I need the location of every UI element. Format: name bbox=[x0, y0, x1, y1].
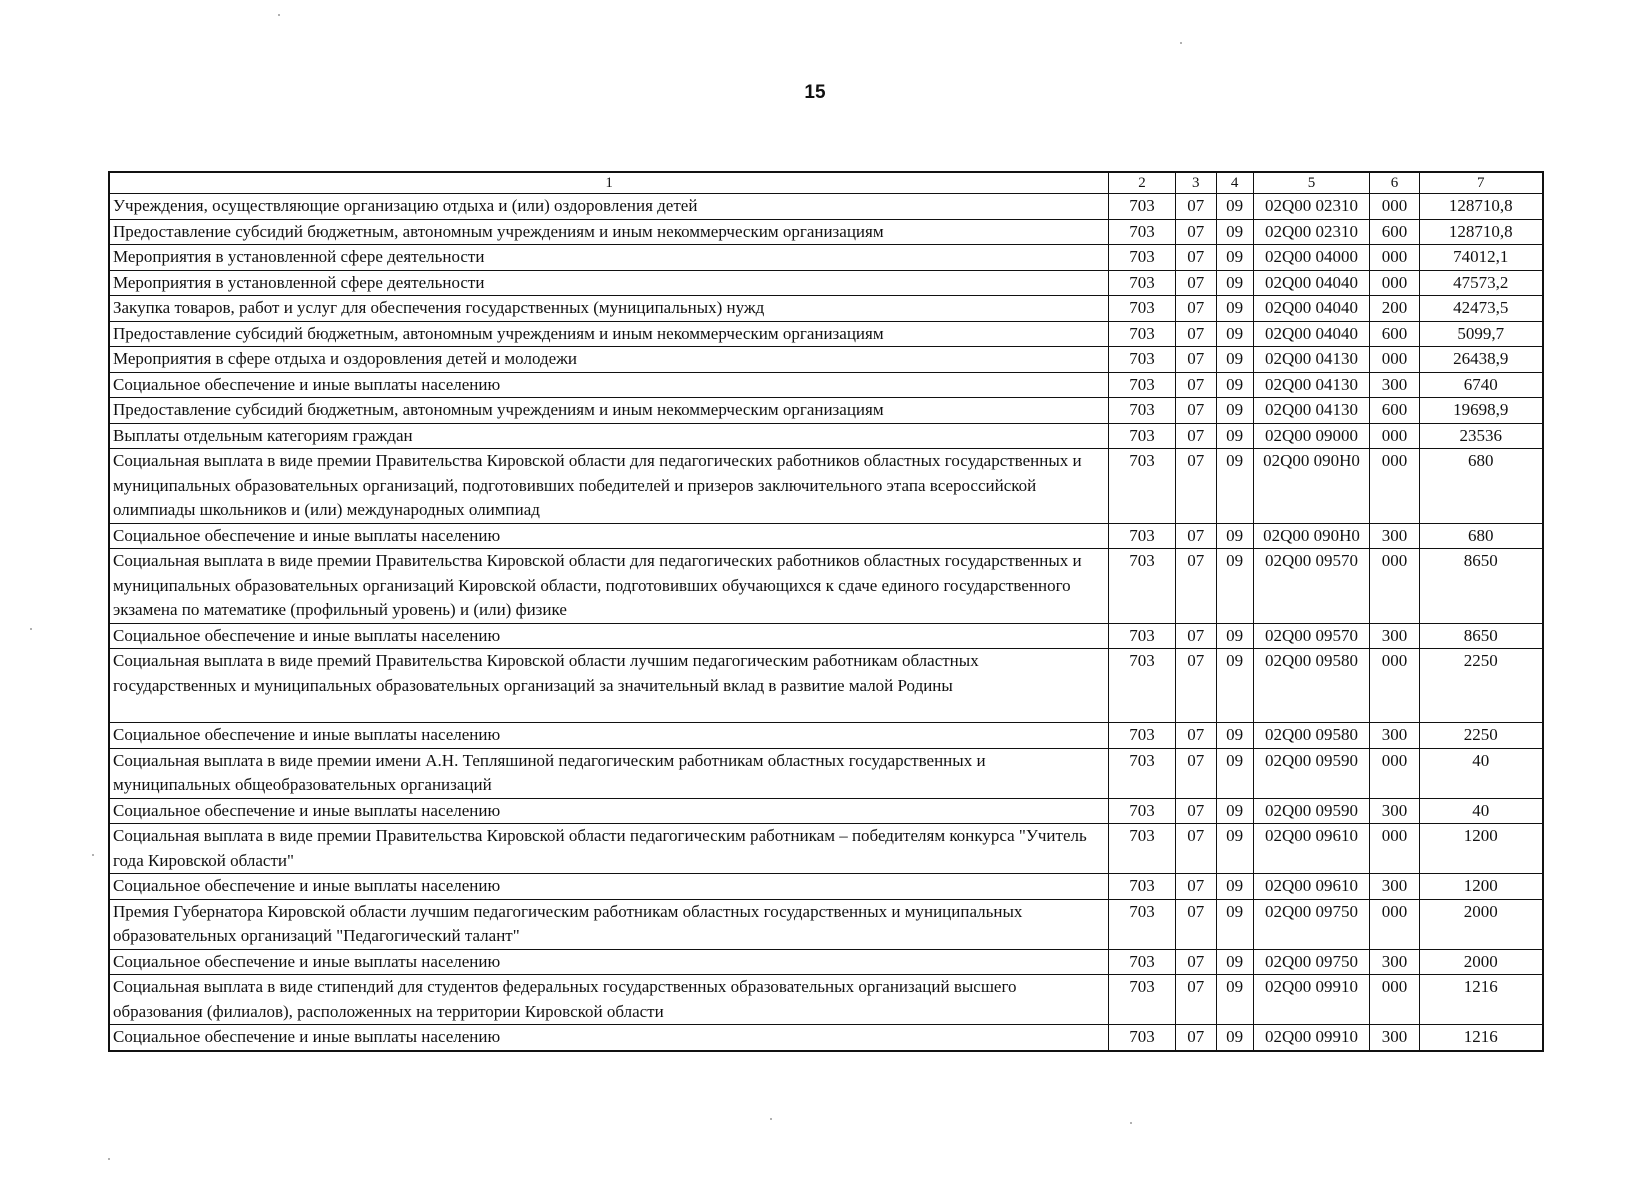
row-code-cell: 703 bbox=[1109, 398, 1176, 424]
column-header-2: 2 bbox=[1109, 172, 1176, 194]
scan-speck bbox=[30, 628, 32, 630]
row-expense-type-cell: 300 bbox=[1370, 798, 1419, 824]
row-expense-type-cell: 000 bbox=[1370, 194, 1419, 220]
scan-speck bbox=[108, 1158, 110, 1160]
row-expense-type-cell: 000 bbox=[1370, 975, 1419, 1025]
table-row bbox=[109, 1025, 1543, 1051]
row-subsection-cell: 09 bbox=[1216, 748, 1253, 798]
row-code-cell: 703 bbox=[1109, 523, 1176, 549]
row-code-cell: 703 bbox=[1109, 649, 1176, 723]
row-name-cell: Социальная выплата в виде премии имени А.Н. Тепляшиной педагогическим работникам областных государственных и муниципальных общеобразовательных организаций bbox=[109, 748, 1109, 798]
scan-speck bbox=[1130, 1122, 1132, 1124]
row-amount-cell: 74012,1 bbox=[1419, 245, 1543, 271]
row-section-cell: 07 bbox=[1175, 219, 1216, 245]
row-target-article-cell: 02Q00 04040 bbox=[1253, 321, 1370, 347]
row-amount-cell: 40 bbox=[1419, 748, 1543, 798]
row-target-article-cell: 02Q00 09000 bbox=[1253, 423, 1370, 449]
row-target-article-cell: 02Q00 090Н0 bbox=[1253, 449, 1370, 524]
table-row bbox=[109, 874, 1543, 900]
row-expense-type-cell: 600 bbox=[1370, 398, 1419, 424]
row-expense-type-cell: 600 bbox=[1370, 219, 1419, 245]
page-number: 15 bbox=[804, 82, 826, 103]
row-code-cell: 703 bbox=[1109, 798, 1176, 824]
row-section-cell: 07 bbox=[1175, 723, 1216, 749]
row-amount-cell: 6740 bbox=[1419, 372, 1543, 398]
row-section-cell: 07 bbox=[1175, 347, 1216, 373]
row-section-cell: 07 bbox=[1175, 321, 1216, 347]
row-target-article-cell: 02Q00 04040 bbox=[1253, 270, 1370, 296]
row-code-cell: 703 bbox=[1109, 723, 1176, 749]
row-section-cell: 07 bbox=[1175, 975, 1216, 1025]
row-expense-type-cell: 000 bbox=[1370, 270, 1419, 296]
row-section-cell: 07 bbox=[1175, 899, 1216, 949]
row-expense-type-cell: 300 bbox=[1370, 723, 1419, 749]
row-amount-cell: 47573,2 bbox=[1419, 270, 1543, 296]
row-section-cell: 07 bbox=[1175, 194, 1216, 220]
row-amount-cell: 680 bbox=[1419, 449, 1543, 524]
row-expense-type-cell: 300 bbox=[1370, 523, 1419, 549]
row-section-cell: 07 bbox=[1175, 1025, 1216, 1051]
row-target-article-cell: 02Q00 09590 bbox=[1253, 798, 1370, 824]
row-section-cell: 07 bbox=[1175, 623, 1216, 649]
row-amount-cell: 128710,8 bbox=[1419, 194, 1543, 220]
row-name-cell: Социальное обеспечение и иные выплаты населению bbox=[109, 523, 1109, 549]
table-row bbox=[109, 372, 1543, 398]
row-subsection-cell: 09 bbox=[1216, 1025, 1253, 1051]
table-row bbox=[109, 549, 1543, 624]
row-amount-cell: 2250 bbox=[1419, 723, 1543, 749]
table-row bbox=[109, 949, 1543, 975]
row-amount-cell: 40 bbox=[1419, 798, 1543, 824]
row-target-article-cell: 02Q00 09750 bbox=[1253, 899, 1370, 949]
column-header-5: 5 bbox=[1253, 172, 1370, 194]
row-subsection-cell: 09 bbox=[1216, 449, 1253, 524]
table-row bbox=[109, 321, 1543, 347]
row-code-cell: 703 bbox=[1109, 245, 1176, 271]
row-subsection-cell: 09 bbox=[1216, 949, 1253, 975]
row-name-cell: Выплаты отдельным категориям граждан bbox=[109, 423, 1109, 449]
row-section-cell: 07 bbox=[1175, 449, 1216, 524]
row-expense-type-cell: 000 bbox=[1370, 347, 1419, 373]
table-row bbox=[109, 975, 1543, 1025]
row-amount-cell: 680 bbox=[1419, 523, 1543, 549]
row-code-cell: 703 bbox=[1109, 1025, 1176, 1051]
table-row bbox=[109, 649, 1543, 723]
row-code-cell: 703 bbox=[1109, 219, 1176, 245]
row-expense-type-cell: 300 bbox=[1370, 874, 1419, 900]
row-target-article-cell: 02Q00 09910 bbox=[1253, 975, 1370, 1025]
row-section-cell: 07 bbox=[1175, 523, 1216, 549]
row-target-article-cell: 02Q00 09590 bbox=[1253, 748, 1370, 798]
row-section-cell: 07 bbox=[1175, 949, 1216, 975]
row-name-cell: Социальное обеспечение и иные выплаты населению bbox=[109, 623, 1109, 649]
row-expense-type-cell: 300 bbox=[1370, 372, 1419, 398]
row-code-cell: 703 bbox=[1109, 899, 1176, 949]
row-amount-cell: 5099,7 bbox=[1419, 321, 1543, 347]
row-subsection-cell: 09 bbox=[1216, 296, 1253, 322]
row-target-article-cell: 02Q00 090Н0 bbox=[1253, 523, 1370, 549]
row-subsection-cell: 09 bbox=[1216, 623, 1253, 649]
row-code-cell: 703 bbox=[1109, 975, 1176, 1025]
row-expense-type-cell: 000 bbox=[1370, 649, 1419, 723]
row-name-cell: Социальная выплата в виде стипендий для студентов федеральных государственных образовательных организаций высшего образования (филиалов), расположенных на территории Кировской области bbox=[109, 975, 1109, 1025]
row-code-cell: 703 bbox=[1109, 270, 1176, 296]
row-name-cell: Социальная выплата в виде премии Правительства Кировской области педагогическим работникам – победителям конкурса "Учитель года Кировской области" bbox=[109, 824, 1109, 874]
row-expense-type-cell: 300 bbox=[1370, 949, 1419, 975]
table-row bbox=[109, 245, 1543, 271]
row-target-article-cell: 02Q00 04000 bbox=[1253, 245, 1370, 271]
table-row bbox=[109, 748, 1543, 798]
table-row bbox=[109, 270, 1543, 296]
column-header-7: 7 bbox=[1419, 172, 1543, 194]
budget-table bbox=[108, 171, 1544, 1052]
row-expense-type-cell: 000 bbox=[1370, 449, 1419, 524]
row-amount-cell: 1200 bbox=[1419, 824, 1543, 874]
row-target-article-cell: 02Q00 04130 bbox=[1253, 347, 1370, 373]
row-subsection-cell: 09 bbox=[1216, 798, 1253, 824]
row-code-cell: 703 bbox=[1109, 321, 1176, 347]
row-name-cell: Социальное обеспечение и иные выплаты населению bbox=[109, 949, 1109, 975]
table-row bbox=[109, 423, 1543, 449]
header-row bbox=[109, 172, 1543, 194]
row-name-cell: Социальная выплата в виде премии Правительства Кировской области для педагогических работников областных государственных и муниципальных образовательных организаций Кировской области, подготовивших обучающихся к сдаче единого государственного экзамена по математике (профильный уровень) и (или) физике bbox=[109, 549, 1109, 624]
row-expense-type-cell: 000 bbox=[1370, 549, 1419, 624]
row-expense-type-cell: 000 bbox=[1370, 748, 1419, 798]
row-section-cell: 07 bbox=[1175, 748, 1216, 798]
row-expense-type-cell: 200 bbox=[1370, 296, 1419, 322]
column-header-3: 3 bbox=[1175, 172, 1216, 194]
row-name-cell: Социальное обеспечение и иные выплаты населению bbox=[109, 723, 1109, 749]
row-amount-cell: 128710,8 bbox=[1419, 219, 1543, 245]
row-target-article-cell: 02Q00 04130 bbox=[1253, 398, 1370, 424]
row-amount-cell: 2000 bbox=[1419, 949, 1543, 975]
row-subsection-cell: 09 bbox=[1216, 423, 1253, 449]
row-target-article-cell: 02Q00 09610 bbox=[1253, 874, 1370, 900]
row-subsection-cell: 09 bbox=[1216, 194, 1253, 220]
row-name-cell: Социальное обеспечение и иные выплаты населению bbox=[109, 874, 1109, 900]
row-section-cell: 07 bbox=[1175, 874, 1216, 900]
row-code-cell: 703 bbox=[1109, 449, 1176, 524]
row-subsection-cell: 09 bbox=[1216, 398, 1253, 424]
row-name-cell: Мероприятия в сфере отдыха и оздоровления детей и молодежи bbox=[109, 347, 1109, 373]
row-target-article-cell: 02Q00 09570 bbox=[1253, 623, 1370, 649]
row-expense-type-cell: 600 bbox=[1370, 321, 1419, 347]
table-row bbox=[109, 523, 1543, 549]
row-code-cell: 703 bbox=[1109, 949, 1176, 975]
row-code-cell: 703 bbox=[1109, 372, 1176, 398]
row-name-cell: Социальная выплата в виде премии Правительства Кировской области для педагогических работников областных государственных и муниципальных образовательных организаций, подготовивших победителей и призеров заключительного этапа всероссийской олимпиады школьников и (или) международных олимпиад bbox=[109, 449, 1109, 524]
table-row bbox=[109, 899, 1543, 949]
row-target-article-cell: 02Q00 02310 bbox=[1253, 194, 1370, 220]
row-amount-cell: 23536 bbox=[1419, 423, 1543, 449]
row-subsection-cell: 09 bbox=[1216, 549, 1253, 624]
row-amount-cell: 19698,9 bbox=[1419, 398, 1543, 424]
row-amount-cell: 2250 bbox=[1419, 649, 1543, 723]
row-section-cell: 07 bbox=[1175, 296, 1216, 322]
row-target-article-cell: 02Q00 09580 bbox=[1253, 723, 1370, 749]
row-name-cell: Учреждения, осуществляющие организацию отдыха и (или) оздоровления детей bbox=[109, 194, 1109, 220]
row-code-cell: 703 bbox=[1109, 194, 1176, 220]
row-subsection-cell: 09 bbox=[1216, 723, 1253, 749]
row-expense-type-cell: 000 bbox=[1370, 899, 1419, 949]
row-section-cell: 07 bbox=[1175, 372, 1216, 398]
row-subsection-cell: 09 bbox=[1216, 874, 1253, 900]
row-target-article-cell: 02Q00 09750 bbox=[1253, 949, 1370, 975]
row-target-article-cell: 02Q00 09910 bbox=[1253, 1025, 1370, 1051]
row-target-article-cell: 02Q00 02310 bbox=[1253, 219, 1370, 245]
row-target-article-cell: 02Q00 04040 bbox=[1253, 296, 1370, 322]
row-section-cell: 07 bbox=[1175, 824, 1216, 874]
row-amount-cell: 8650 bbox=[1419, 549, 1543, 624]
scan-speck bbox=[770, 1118, 772, 1120]
table-row bbox=[109, 296, 1543, 322]
row-subsection-cell: 09 bbox=[1216, 649, 1253, 723]
row-subsection-cell: 09 bbox=[1216, 347, 1253, 373]
row-code-cell: 703 bbox=[1109, 296, 1176, 322]
scan-speck bbox=[278, 14, 280, 16]
row-section-cell: 07 bbox=[1175, 270, 1216, 296]
row-target-article-cell: 02Q00 09570 bbox=[1253, 549, 1370, 624]
row-subsection-cell: 09 bbox=[1216, 975, 1253, 1025]
column-header-1: 1 bbox=[109, 172, 1109, 194]
row-code-cell: 703 bbox=[1109, 623, 1176, 649]
table-row bbox=[109, 194, 1543, 220]
row-expense-type-cell: 000 bbox=[1370, 423, 1419, 449]
row-subsection-cell: 09 bbox=[1216, 372, 1253, 398]
row-name-cell: Предоставление субсидий бюджетным, автономным учреждениям и иным некоммерческим организациям bbox=[109, 219, 1109, 245]
row-amount-cell: 2000 bbox=[1419, 899, 1543, 949]
row-code-cell: 703 bbox=[1109, 748, 1176, 798]
row-code-cell: 703 bbox=[1109, 874, 1176, 900]
row-section-cell: 07 bbox=[1175, 649, 1216, 723]
row-expense-type-cell: 300 bbox=[1370, 623, 1419, 649]
row-code-cell: 703 bbox=[1109, 549, 1176, 624]
scan-speck bbox=[92, 854, 94, 856]
row-name-cell: Социальное обеспечение и иные выплаты населению bbox=[109, 798, 1109, 824]
table-row bbox=[109, 347, 1543, 373]
table-row bbox=[109, 219, 1543, 245]
row-section-cell: 07 bbox=[1175, 798, 1216, 824]
table-body bbox=[109, 194, 1543, 1051]
row-amount-cell: 26438,9 bbox=[1419, 347, 1543, 373]
table-row bbox=[109, 623, 1543, 649]
row-subsection-cell: 09 bbox=[1216, 245, 1253, 271]
row-name-cell: Предоставление субсидий бюджетным, автономным учреждениям и иным некоммерческим организациям bbox=[109, 398, 1109, 424]
row-name-cell: Мероприятия в установленной сфере деятельности bbox=[109, 245, 1109, 271]
row-expense-type-cell: 000 bbox=[1370, 824, 1419, 874]
column-header-6: 6 bbox=[1370, 172, 1419, 194]
row-target-article-cell: 02Q00 09580 bbox=[1253, 649, 1370, 723]
scan-speck bbox=[1180, 42, 1182, 44]
row-name-cell: Премия Губернатора Кировской области лучшим педагогическим работникам областных государственных и муниципальных образовательных организаций "Педагогический талант" bbox=[109, 899, 1109, 949]
row-amount-cell: 1216 bbox=[1419, 975, 1543, 1025]
row-expense-type-cell: 000 bbox=[1370, 245, 1419, 271]
table-row bbox=[109, 398, 1543, 424]
row-name-cell: Социальное обеспечение и иные выплаты населению bbox=[109, 372, 1109, 398]
row-subsection-cell: 09 bbox=[1216, 219, 1253, 245]
row-amount-cell: 1200 bbox=[1419, 874, 1543, 900]
row-target-article-cell: 02Q00 09610 bbox=[1253, 824, 1370, 874]
row-code-cell: 703 bbox=[1109, 347, 1176, 373]
row-name-cell: Социальное обеспечение и иные выплаты населению bbox=[109, 1025, 1109, 1051]
row-amount-cell: 1216 bbox=[1419, 1025, 1543, 1051]
row-section-cell: 07 bbox=[1175, 398, 1216, 424]
row-name-cell: Закупка товаров, работ и услуг для обеспечения государственных (муниципальных) нужд bbox=[109, 296, 1109, 322]
table-row bbox=[109, 798, 1543, 824]
row-code-cell: 703 bbox=[1109, 824, 1176, 874]
row-name-cell: Социальная выплата в виде премий Правительства Кировской области лучшим педагогическим работникам областных государственных и муниципальных образовательных организаций за значительный вклад в развитие малой Родины bbox=[109, 649, 1109, 723]
row-section-cell: 07 bbox=[1175, 549, 1216, 624]
column-header-4: 4 bbox=[1216, 172, 1253, 194]
row-target-article-cell: 02Q00 04130 bbox=[1253, 372, 1370, 398]
row-subsection-cell: 09 bbox=[1216, 523, 1253, 549]
table-row bbox=[109, 449, 1543, 524]
table-row bbox=[109, 723, 1543, 749]
table-row bbox=[109, 824, 1543, 874]
row-name-cell: Предоставление субсидий бюджетным, автономным учреждениям и иным некоммерческим организациям bbox=[109, 321, 1109, 347]
row-subsection-cell: 09 bbox=[1216, 824, 1253, 874]
row-subsection-cell: 09 bbox=[1216, 899, 1253, 949]
row-subsection-cell: 09 bbox=[1216, 321, 1253, 347]
row-section-cell: 07 bbox=[1175, 245, 1216, 271]
row-amount-cell: 42473,5 bbox=[1419, 296, 1543, 322]
row-name-cell: Мероприятия в установленной сфере деятельности bbox=[109, 270, 1109, 296]
row-subsection-cell: 09 bbox=[1216, 270, 1253, 296]
row-section-cell: 07 bbox=[1175, 423, 1216, 449]
row-amount-cell: 8650 bbox=[1419, 623, 1543, 649]
row-expense-type-cell: 300 bbox=[1370, 1025, 1419, 1051]
row-code-cell: 703 bbox=[1109, 423, 1176, 449]
